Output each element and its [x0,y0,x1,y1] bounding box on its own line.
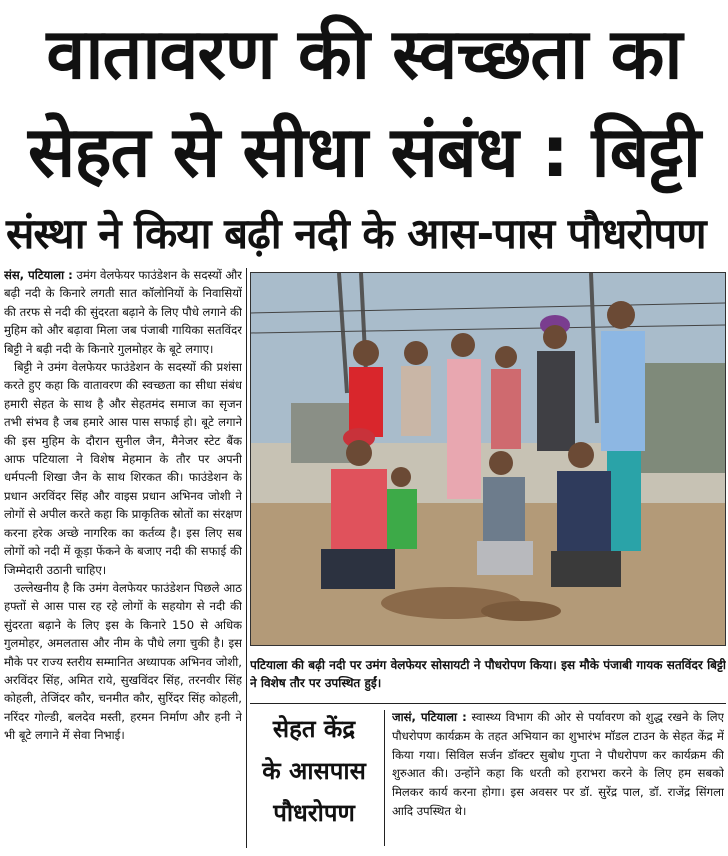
side-story-text: स्वास्थ्य विभाग की ओर से पर्यावरण को शुद्ध रखने के लिए पौधरोपण कार्यक्रम के तहत अभियान का शुभारंभ मॉडल टाउन के सेहत केंद्र में किया गया। सिविल सर्जन डॉक्टर सुबोध गुप्ता ने पौधरोपण कर कार्यक्रम की शुरुआत की। उन्होंने कहा कि धरती को हराभरा करने के लिए हम सबको मिलकर कार्य करना होगा। इस अवसर पर डॉ. सुरेंद्र पाल, डॉ. राजेंद्र सिंगला आदि उपस्थित थे। [392,710,724,818]
photo-illustration [251,273,726,646]
headline-line-1: वातावरण की स्वच्छता का [46,13,682,95]
side-title-line-3: पौधरोपण [273,799,355,827]
side-title-line-1: सेहत केंद्र [272,715,356,743]
article-paragraph-3: उल्लेखनीय है कि उमंग वेलफेयर फाउंडेशन पिछले आठ हफ्तों से आस पास रह रहे लोगों के सहयोग से नदी की सुंदरता बढ़ाने के लिए इस के किनारे 150 से अधिक गुलमोहर, अमलतास और नीम के पौधे लगा चुकी है। इस मौके पर राज्य स्तरीय सम्मानित अध्यापक अभिनव जोशी, अरविंदर सिंह, अमित राये, सुखविंदर सिंह, तरनवीर सिंह कोहली, तेजिंदर कौर, चनमीत कौर, सुरिंदर सिंह कोहली, नरिंदर गोल्डी, बलदेव मस्ती, हरमन निर्माण और हनी ने भी बूटे लगाने में सेवा निभाई। [4,580,242,743]
subheadline: संस्था ने किया बढ़ी नदी के आस-पास पौधरोपण [6,209,706,258]
vertical-rule [246,268,247,848]
article-paragraph-2: बिट्टी ने उमंग वेलफेयर फाउंडेशन के सदस्यों की प्रशंसा करते हुए कहा कि वातावरण की स्वच्छता का सीधा संबंध हमारी सेहत के साथ है और सेहतमंद समाज का सृजन तभी संभव है जब हमारे आस पास सफाई हो। बूटे लगाने की इस मुहिम के दौरान सुनील जैन, मैनेजर स्टेट बैंक आफ पटियाला ने विशेष मेहमान के तौर पर अपनी धर्मपत्नी शिखा जैन के साथ शिरकत की। फाउंडेशन के प्रधान अरविंदर सिंह और वाइस प्रधान अभिनव जोशी ने लोगों से अपील करते कहा कि प्राकृतिक स्रोतों का संरक्षण करना हरेक अच्छे नागरिक का कर्तव्य है। इस लिए सब लोगों को नदी में कूड़ा फेंकने के बजाए नदी की सफाई की जिम्मेदारी उठानी चाहिए। [4,360,242,577]
article-dateline: संस, पटियाला : [4,268,73,282]
article-paragraph-1 [4,266,242,358]
side-story-body [392,708,724,850]
photo-caption: पटियाला की बढ़ी नदी पर उमंग वेलफेयर सोसायटी ने पौधरोपण किया। इस मौके पंजाबी गायक सतविंदर बिट्टी ने विशेष तौर पर उपस्थित हुईं। [250,658,726,690]
news-photo [250,272,726,646]
article-paragraph-1-text: उमंग वेलफेयर फाउंडेशन के सदस्यों और बढ़ी नदी के किनारे लगती सात कॉलोनियों के निवासियों की तरफ से नदी की सुंदरता बढ़ाने के लिए पौधे लगाने की मुहिम को और बढ़ावा मिला जब पंजाबी गायिका सतविंदर बिट्टी ने बढ़ी नदी के किनारे गुलमोहर के बूटे लगाए। [4,268,242,356]
headline-line-2: सेहत से सीधा संबंध : बिट्टी [28,111,700,193]
side-story-dateline: जासं, पटियाला : [392,710,467,724]
main-article [4,266,242,852]
side-story-title [252,708,376,850]
side-story-rule [384,710,385,846]
side-title-line-2: के आसपास [262,757,366,785]
caption-rule [250,703,726,704]
